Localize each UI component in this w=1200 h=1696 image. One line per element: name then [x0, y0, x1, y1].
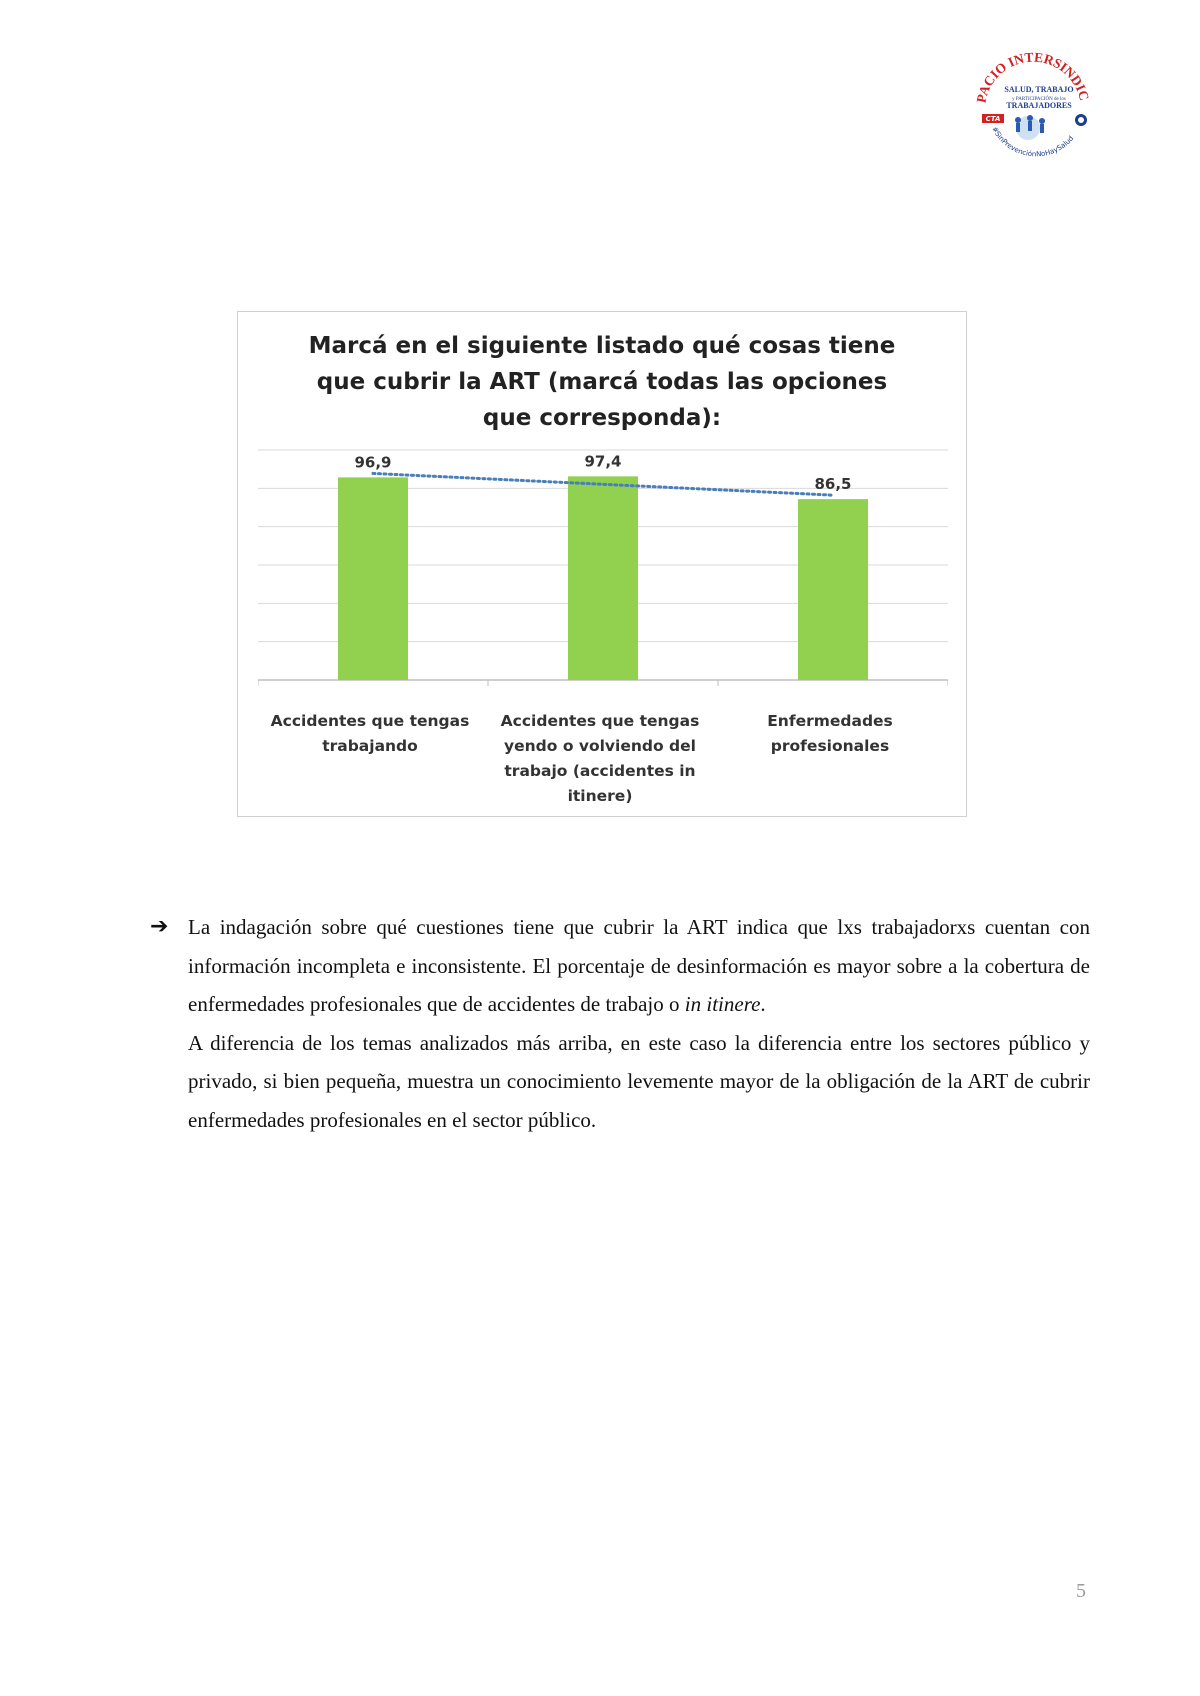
chart-plot-area	[258, 440, 948, 690]
union-emblem-icon	[1075, 114, 1087, 126]
chart-title-line-2: que cubrir la ART (marcá todas las opciones	[316, 369, 888, 395]
chart-title-line-3: que corresponda):	[482, 405, 722, 431]
italic-term: in itinere	[684, 992, 761, 1016]
bullet-arrow-icon: ➔	[150, 914, 169, 939]
logo-line-1: SALUD, TRABAJO	[1004, 85, 1074, 94]
page-number: 5	[1076, 1580, 1086, 1602]
category-label-3: Enfermedades profesionales	[767, 712, 893, 755]
paragraph-1: La indagación sobre qué cuestiones tiene que cubrir la ART indica que lxs trabajadorxs cuentan con información incompleta e inconsistente. El porcentaje de desinformación es mayor sobre a la cobertura de enfermedades profesionales que de accidentes de trabajo o in itinere.	[188, 915, 1090, 1016]
data-label-2: 97,4	[584, 452, 622, 471]
logo-line-2: y PARTICIPACIÓN de los	[1012, 97, 1066, 102]
data-label-1: 96,9	[354, 453, 392, 472]
body-text	[188, 908, 1090, 1139]
logo-hashtag: #SinPrevenciónNoHaySalud	[990, 125, 1076, 158]
bar-3	[798, 499, 868, 680]
union-logo	[968, 28, 1098, 158]
chart-title	[238, 328, 966, 436]
logo-arc-text: PACIO INTERSINDIC	[973, 49, 1093, 105]
cta-logo	[982, 114, 1004, 123]
logo-line-3: TRABAJADORES	[1006, 101, 1072, 110]
bar-2	[568, 476, 638, 680]
category-label-1: Accidentes que tengas trabajando	[270, 712, 470, 755]
chart-title-line-1: Marcá en el siguiente listado qué cosas tiene	[308, 333, 896, 359]
bar-1	[338, 477, 408, 680]
bar-chart	[237, 311, 967, 817]
cta-text: CTA	[985, 115, 1001, 123]
paragraph-2: A diferencia de los temas analizados más arriba, en este caso la diferencia entre los sectores público y privado, si bien pequeña, muestra un conocimiento levemente mayor de la obligación de la ART de cubrir enfermedades profesionales en el sector público.	[188, 1030, 1090, 1132]
data-label-3: 86,5	[814, 475, 852, 494]
category-label-2: Accidentes que tengas yendo o volviendo del trabajo (accidentes in itinere)	[500, 712, 700, 805]
